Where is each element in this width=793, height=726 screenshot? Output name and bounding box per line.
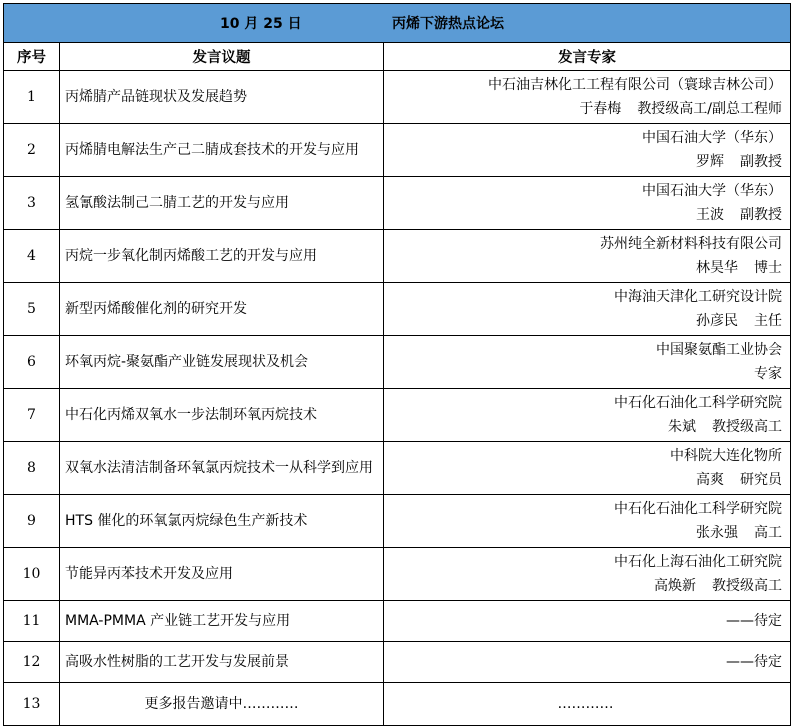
row-topic: 丙烷一步氧化制丙烯酸工艺的开发与应用 <box>60 230 384 283</box>
table-row <box>4 642 791 683</box>
speaker-title: 教授级高工 <box>712 578 783 594</box>
speaker-title: 专家 <box>754 366 783 382</box>
row-number: 13 <box>4 683 60 726</box>
speaker-organization: 中国石油大学（华东） <box>642 183 783 199</box>
speaker-title: ——待定 <box>726 654 783 670</box>
row-topic: 丙烯腈电解法生产己二腈成套技术的开发与应用 <box>60 124 384 177</box>
speaker-title: 教授级高工/副总工程师 <box>637 101 783 117</box>
speaker-title: 高工 <box>754 525 783 541</box>
row-number: 6 <box>4 336 60 389</box>
row-topic: MMA-PMMA 产业链工艺开发与应用 <box>60 601 384 642</box>
speaker-name: 张永强 <box>696 525 739 541</box>
table-row <box>4 683 791 726</box>
row-topic: 氢氰酸法制己二腈工艺的开发与应用 <box>60 177 384 230</box>
row-speaker <box>384 548 791 601</box>
speaker-title: 副教授 <box>740 207 783 223</box>
speaker-line <box>389 609 782 633</box>
forum-agenda-table <box>3 3 791 726</box>
row-topic: 环氧丙烷-聚氨酯产业链发展现状及机会 <box>60 336 384 389</box>
banner-cell <box>4 4 791 43</box>
table-row <box>4 336 791 389</box>
row-topic: 高吸水性树脂的工艺开发与发展前景 <box>60 642 384 683</box>
speaker-organization: 中海油天津化工研究设计院 <box>614 289 783 305</box>
table-row <box>4 124 791 177</box>
table-row <box>4 389 791 442</box>
row-speaker <box>384 336 791 389</box>
row-topic: 更多报告邀请中………… <box>60 683 384 726</box>
speaker-name: 孙彦民 <box>696 313 739 329</box>
speaker-title: ………… <box>557 696 614 712</box>
speaker-line <box>389 362 782 386</box>
speaker-line <box>389 203 782 227</box>
speaker-title: 教授级高工 <box>712 419 783 435</box>
table-row <box>4 230 791 283</box>
row-number: 4 <box>4 230 60 283</box>
table-row <box>4 283 791 336</box>
speaker-organization: 中科院大连化物所 <box>670 448 783 464</box>
speaker-organization: 中国聚氨酯工业协会 <box>656 342 783 358</box>
row-speaker <box>384 642 791 683</box>
row-speaker <box>384 71 791 124</box>
row-number: 7 <box>4 389 60 442</box>
speaker-line <box>389 650 782 674</box>
table-row <box>4 71 791 124</box>
speaker-line <box>389 97 782 121</box>
speaker-organization: 中石化石油化工科学研究院 <box>614 395 783 411</box>
forum-date: 10 月 25 日 <box>220 16 302 32</box>
header-topic: 发言议题 <box>60 43 384 71</box>
row-number: 8 <box>4 442 60 495</box>
table-row <box>4 177 791 230</box>
speaker-organization: 苏州纯全新材料科技有限公司 <box>600 236 783 252</box>
table-row <box>4 495 791 548</box>
speaker-line <box>389 521 782 545</box>
row-number: 3 <box>4 177 60 230</box>
row-number: 11 <box>4 601 60 642</box>
speaker-line <box>389 309 782 333</box>
speaker-organization: 中石化上海石油化工研究院 <box>614 554 783 570</box>
row-speaker <box>384 283 791 336</box>
row-number: 2 <box>4 124 60 177</box>
speaker-name: 高爽 <box>696 472 725 488</box>
speaker-title: ——待定 <box>726 613 783 629</box>
row-number: 1 <box>4 71 60 124</box>
row-speaker <box>384 442 791 495</box>
row-topic: 双氧水法清洁制备环氧氯丙烷技术一从科学到应用 <box>60 442 384 495</box>
row-speaker <box>384 230 791 283</box>
speaker-name: 罗辉 <box>696 154 725 170</box>
speaker-organization: 中石油吉林化工工程有限公司（寰球吉林公司） <box>488 77 783 93</box>
speaker-title: 博士 <box>754 260 783 276</box>
speaker-line <box>389 150 782 174</box>
row-number: 12 <box>4 642 60 683</box>
speaker-line <box>389 468 782 492</box>
speaker-title: 研究员 <box>740 472 783 488</box>
row-topic: HTS 催化的环氧氯丙烷绿色生产新技术 <box>60 495 384 548</box>
speaker-name: 林昊华 <box>696 260 739 276</box>
row-speaker <box>384 495 791 548</box>
forum-title: 丙烯下游热点论坛 <box>392 16 505 32</box>
speaker-line <box>389 692 782 716</box>
row-topic: 丙烯腈产品链现状及发展趋势 <box>60 71 384 124</box>
speaker-title: 主任 <box>754 313 783 329</box>
table-row <box>4 601 791 642</box>
row-topic: 节能异丙苯技术开发及应用 <box>60 548 384 601</box>
row-speaker <box>384 177 791 230</box>
speaker-name: 高焕新 <box>654 578 697 594</box>
speaker-name: 王波 <box>696 207 725 223</box>
speaker-line <box>389 415 782 439</box>
header-speaker: 发言专家 <box>384 43 791 71</box>
speaker-name: 朱斌 <box>668 419 697 435</box>
header-row <box>4 43 791 71</box>
speaker-name: 于春梅 <box>579 101 622 117</box>
speaker-line <box>389 574 782 598</box>
speaker-line <box>389 256 782 280</box>
speaker-organization: 中石化石油化工科学研究院 <box>614 501 783 517</box>
row-topic: 中石化丙烯双氧水一步法制环氧丙烷技术 <box>60 389 384 442</box>
row-topic: 新型丙烯酸催化剂的研究开发 <box>60 283 384 336</box>
row-number: 9 <box>4 495 60 548</box>
row-number: 10 <box>4 548 60 601</box>
table-row <box>4 442 791 495</box>
row-number: 5 <box>4 283 60 336</box>
row-speaker <box>384 124 791 177</box>
row-speaker <box>384 389 791 442</box>
speaker-organization: 中国石油大学（华东） <box>642 130 783 146</box>
header-no: 序号 <box>4 43 60 71</box>
agenda-rows <box>4 71 791 726</box>
speaker-title: 副教授 <box>740 154 783 170</box>
row-speaker <box>384 683 791 726</box>
table-row <box>4 548 791 601</box>
banner-row <box>4 4 791 43</box>
row-speaker <box>384 601 791 642</box>
